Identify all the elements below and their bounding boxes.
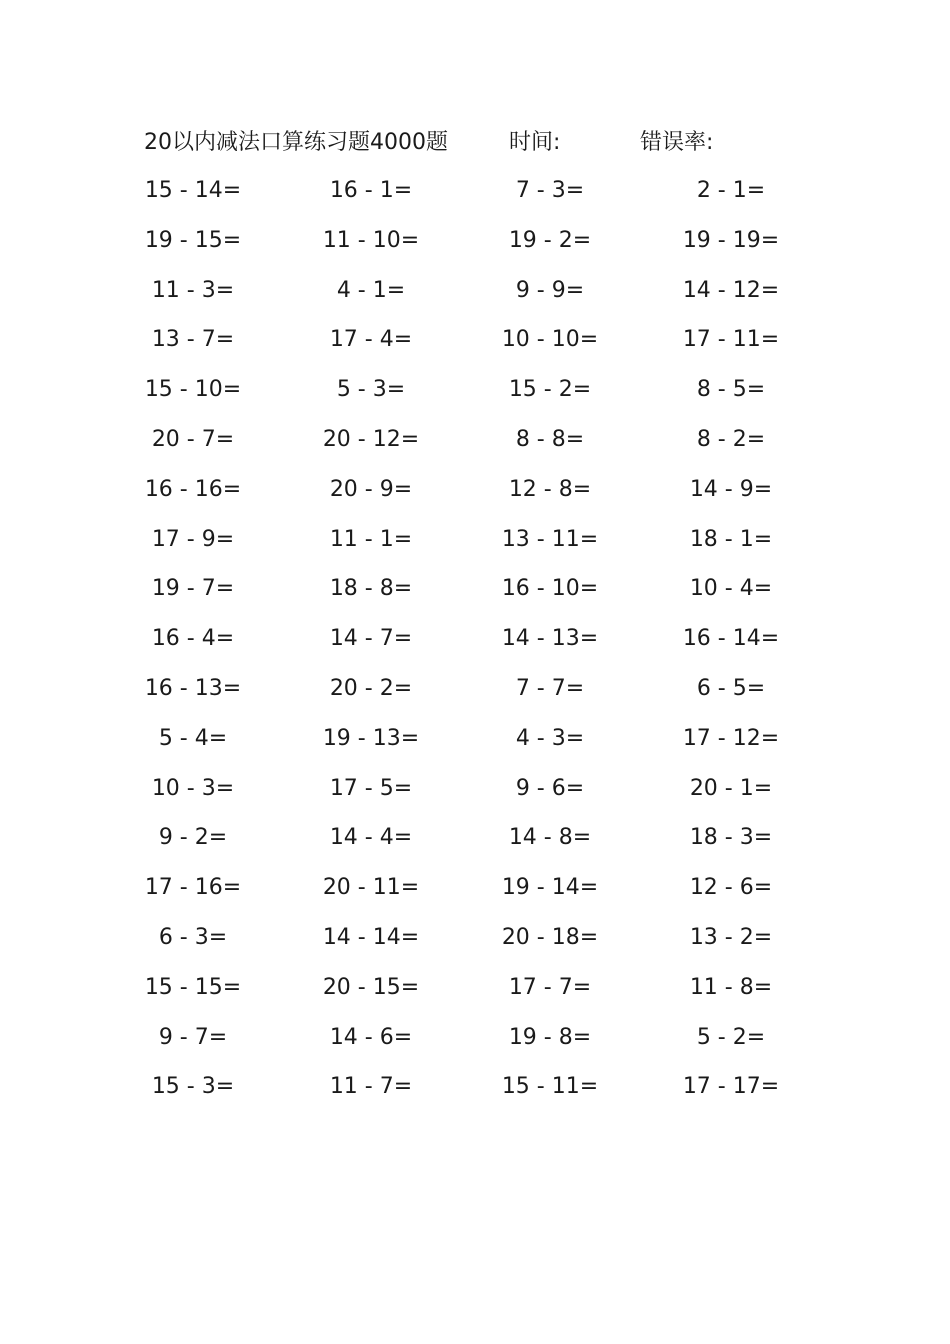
problem-row xyxy=(0,523,950,573)
problem-row xyxy=(0,473,950,523)
problem-item: 7 - 3= xyxy=(515,178,585,203)
problem-row xyxy=(0,722,950,772)
problem-item: 20 - 2= xyxy=(329,675,413,701)
problem-item: 19 - 8= xyxy=(508,1024,592,1050)
problem-row xyxy=(0,572,950,622)
problem-item: 12 - 8= xyxy=(508,476,592,502)
problem-item: 20 - 1= xyxy=(689,775,773,801)
problem-item: 17 - 16= xyxy=(144,875,242,901)
problem-item: 19 - 19= xyxy=(682,227,780,253)
problem-item: 13 - 2= xyxy=(689,924,773,950)
problem-item: 15 - 3= xyxy=(151,1074,235,1100)
problem-item: 14 - 4= xyxy=(329,825,413,851)
worksheet-title: 20以内减法口算练习题4000题 xyxy=(144,130,448,155)
problem-item: 9 - 2= xyxy=(158,825,228,851)
problem-row xyxy=(0,871,950,921)
problem-item: 14 - 7= xyxy=(329,626,413,652)
problem-item: 11 - 10= xyxy=(322,227,420,253)
problem-item: 18 - 8= xyxy=(329,576,413,602)
problem-item: 14 - 9= xyxy=(689,476,773,502)
problem-item: 20 - 7= xyxy=(151,426,235,452)
problem-item: 15 - 11= xyxy=(501,1074,599,1100)
problem-item: 10 - 4= xyxy=(689,576,773,602)
problem-item: 14 - 13= xyxy=(501,626,599,652)
problem-item: 20 - 11= xyxy=(322,875,420,901)
problem-row xyxy=(0,423,950,473)
problem-item: 13 - 7= xyxy=(151,327,235,353)
problem-item: 5 - 4= xyxy=(158,725,228,751)
problem-item: 19 - 14= xyxy=(501,875,599,901)
problem-item: 15 - 10= xyxy=(144,377,242,403)
problem-row xyxy=(0,274,950,324)
problem-item: 5 - 2= xyxy=(696,1024,766,1050)
problem-item: 16 - 13= xyxy=(144,675,242,701)
problem-item: 8 - 5= xyxy=(696,377,766,403)
problem-item: 20 - 18= xyxy=(501,924,599,950)
worksheet-header xyxy=(0,126,950,160)
problem-item: 6 - 5= xyxy=(696,675,766,701)
problem-item: 11 - 3= xyxy=(151,277,235,303)
problem-row xyxy=(0,971,950,1021)
problem-item: 11 - 1= xyxy=(329,526,413,552)
problem-item: 2 - 1= xyxy=(696,178,766,203)
problem-row xyxy=(0,622,950,672)
problem-item: 14 - 14= xyxy=(322,924,420,950)
problem-item: 11 - 7= xyxy=(329,1074,413,1100)
problem-item: 5 - 3= xyxy=(336,377,406,403)
problem-item: 8 - 8= xyxy=(515,426,585,452)
problem-item: 14 - 8= xyxy=(508,825,592,851)
problem-row xyxy=(0,772,950,822)
error-rate-label: 错误率: xyxy=(640,130,714,155)
problem-item: 18 - 1= xyxy=(689,526,773,552)
problem-item: 17 - 9= xyxy=(151,526,235,552)
problem-item: 7 - 7= xyxy=(515,675,585,701)
problem-row xyxy=(0,323,950,373)
problem-item: 14 - 12= xyxy=(682,277,780,303)
problem-row xyxy=(0,921,950,971)
problem-item: 16 - 14= xyxy=(682,626,780,652)
problem-item: 15 - 15= xyxy=(144,974,242,1000)
problem-item: 20 - 15= xyxy=(322,974,420,1000)
problem-item: 17 - 7= xyxy=(508,974,592,1000)
problem-item: 4 - 1= xyxy=(336,277,406,303)
problem-item: 20 - 9= xyxy=(329,476,413,502)
problem-item: 19 - 15= xyxy=(144,227,242,253)
problem-row xyxy=(0,672,950,722)
problem-item: 9 - 9= xyxy=(515,277,585,303)
problem-item: 19 - 7= xyxy=(151,576,235,602)
problem-item: 13 - 11= xyxy=(501,526,599,552)
problem-item: 11 - 8= xyxy=(689,974,773,1000)
problem-item: 19 - 13= xyxy=(322,725,420,751)
problem-item: 10 - 10= xyxy=(501,327,599,353)
problem-item: 17 - 4= xyxy=(329,327,413,353)
problem-item: 17 - 12= xyxy=(682,725,780,751)
problem-grid xyxy=(0,174,950,1120)
problem-row xyxy=(0,373,950,423)
problem-item: 15 - 2= xyxy=(508,377,592,403)
problem-item: 16 - 16= xyxy=(144,476,242,502)
problem-item: 16 - 10= xyxy=(501,576,599,602)
problem-row xyxy=(0,821,950,871)
problem-item: 14 - 6= xyxy=(329,1024,413,1050)
problem-item: 4 - 3= xyxy=(515,725,585,751)
problem-item: 8 - 2= xyxy=(696,426,766,452)
problem-item: 9 - 7= xyxy=(158,1024,228,1050)
time-label: 时间: xyxy=(509,130,561,155)
problem-row xyxy=(0,224,950,274)
problem-item: 17 - 11= xyxy=(682,327,780,353)
problem-row xyxy=(0,1070,950,1120)
problem-item: 16 - 1= xyxy=(329,178,413,203)
problem-item: 15 - 14= xyxy=(144,178,242,203)
problem-item: 16 - 4= xyxy=(151,626,235,652)
problem-item: 18 - 3= xyxy=(689,825,773,851)
problem-item: 19 - 2= xyxy=(508,227,592,253)
problem-item: 17 - 17= xyxy=(682,1074,780,1100)
problem-item: 20 - 12= xyxy=(322,426,420,452)
problem-item: 12 - 6= xyxy=(689,875,773,901)
problem-row xyxy=(0,1021,950,1071)
problem-item: 17 - 5= xyxy=(329,775,413,801)
problem-row xyxy=(0,174,950,224)
problem-item: 9 - 6= xyxy=(515,775,585,801)
problem-item: 6 - 3= xyxy=(158,924,228,950)
problem-item: 10 - 3= xyxy=(151,775,235,801)
